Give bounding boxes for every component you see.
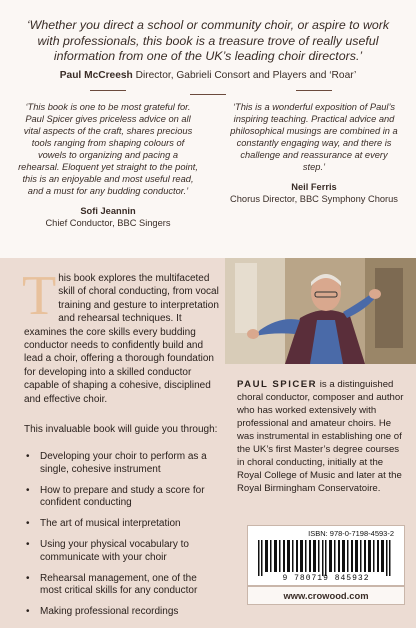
- barcode-number: 9 780719 845932: [282, 574, 370, 583]
- book-blurb: [22, 265, 220, 406]
- author-bio: [237, 378, 407, 495]
- isbn-label: ISBN: 978-0-7198-4593-2: [308, 529, 394, 538]
- barcode-image: [256, 540, 396, 576]
- list-item: • How to prepare and study a score for confident conducting: [24, 485, 220, 511]
- main-endorser-role: Director, Gabrieli Consort and Players and ‘Roar’: [135, 70, 357, 81]
- blurb-text: his book explores the multifaceted skill of choral conducting, from vocal training and gesture to interpretation and rehearsal techniques. It examines the core skills every budding conductor needs to confidently build and lead a choir, offering a thorough foundation for developing into a skilled conductor capable of shaping a cohesive, disciplined and effective choir.: [24, 273, 219, 405]
- divider-right-col: [296, 90, 332, 91]
- endorsement-right-quote: ‘This is a wonderful exposition of Paul’s inspiring teaching. Practical advice and philosophical musings are combined in a constantly engaging way, and there is challenge and reassurance at every step.’: [230, 102, 398, 172]
- barcode-panel: [247, 525, 405, 586]
- main-endorser-name: Paul McCreesh: [59, 70, 133, 81]
- endorsement-left-quote: ‘This book is one to be most grateful for. Paul Spicer gives priceless advice on all vital aspects of the craft, shares precious tools ranging from shaping colours of vowels to organizing and pacing a rehearsal. Eloquent yet straight to the point, this is an enjoyable and most useful read, and a must for any budding conductor.’: [18, 102, 198, 196]
- main-endorsement-quote: ‘Whether you direct a school or community choir, or aspire to work with professionals, this book is a treasure trove of really useful information from one of the UK’s leading choir directors.’: [26, 18, 390, 63]
- main-endorsement-attribution: [20, 70, 396, 81]
- list-item: • Developing your choir to perform as a single, cohesive instrument: [24, 451, 220, 477]
- list-item: • Making professional recordings: [24, 606, 220, 619]
- author-photo: [225, 258, 416, 364]
- guide-intro: This invaluable book will guide you through:: [24, 424, 218, 435]
- divider-left-col: [90, 90, 126, 91]
- dropcap-letter: T: [22, 265, 57, 327]
- endorsement-left: [18, 90, 198, 229]
- endorsement-right: [228, 90, 400, 205]
- author-bio-text: is a distinguished choral conductor, composer and author who has worked extensively with professional and amateur choirs. He was instrumental in establishing one of the UK’s first Master’s degree courses in choral conducting, initially at the Royal College of Music and later at the Royal Birmingham Conservatoire.: [237, 379, 404, 494]
- endorsement-right-name: Neil Ferris: [291, 182, 337, 192]
- endorsement-right-role: Chorus Director, BBC Symphony Chorus: [230, 194, 398, 204]
- publisher-website[interactable]: www.crowood.com: [247, 586, 405, 605]
- author-name: PAUL SPICER: [237, 379, 318, 390]
- topics-list: [24, 451, 220, 627]
- list-item: • The art of musical interpretation: [24, 518, 220, 531]
- endorsement-left-name: Sofi Jeannin: [80, 206, 136, 216]
- list-item: • Rehearsal management, one of the most critical skills for any conductor: [24, 573, 220, 599]
- author-photo-illustration: [225, 258, 416, 364]
- list-item: • Using your physical vocabulary to communicate with your choir: [24, 539, 220, 565]
- endorsement-left-role: Chief Conductor, BBC Singers: [45, 218, 171, 228]
